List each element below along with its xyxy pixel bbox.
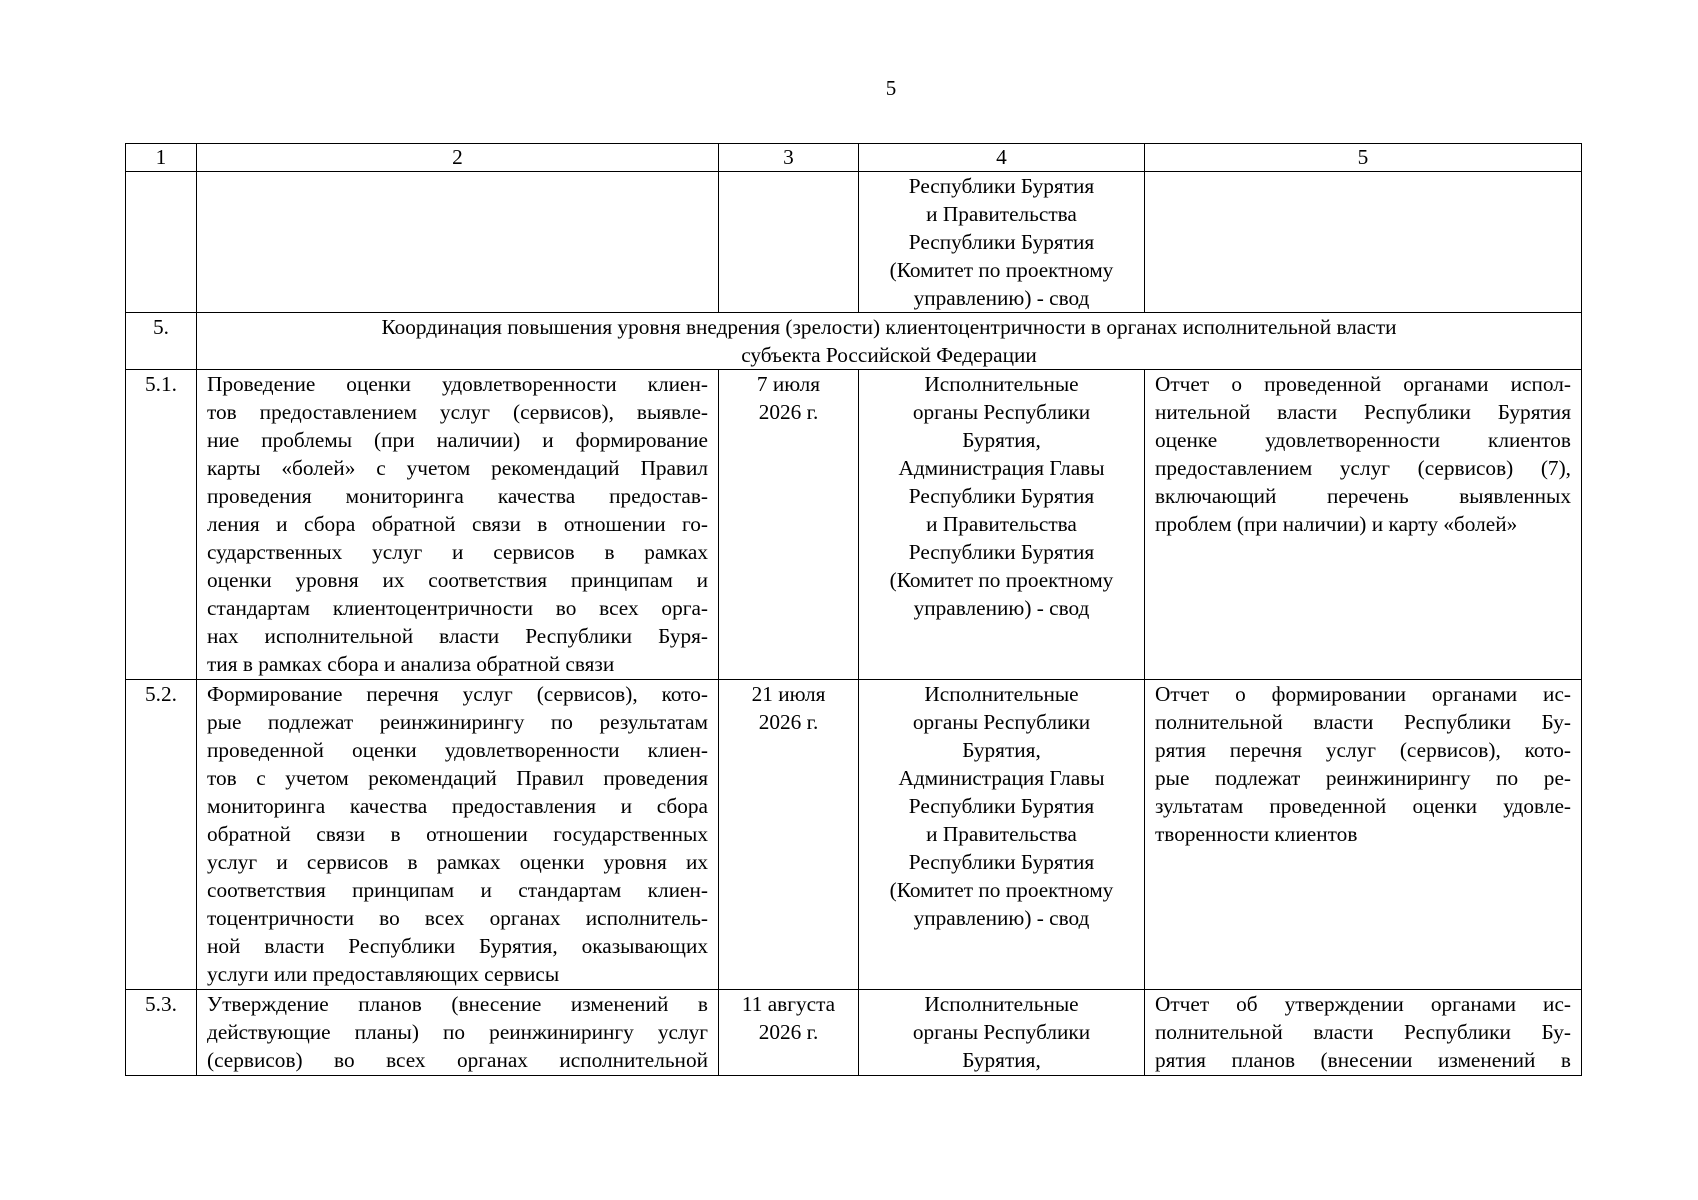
result-line: Отчет об утверждении органами ис-	[1155, 992, 1571, 1016]
executor-line: органы Республики	[912, 710, 1091, 734]
result-line: творенности клиентов	[1155, 822, 1358, 846]
executor-line: Администрация Главы	[898, 456, 1105, 480]
executor-line: и Правительства	[926, 202, 1077, 226]
executor-line: Республики Бурятия	[908, 484, 1095, 508]
activity-line: проведения мониторинга качества предостав-	[207, 484, 708, 508]
activity-line: ления и сбора обратной связи в отношении го-	[207, 512, 708, 536]
deadline-line: 7 июля	[756, 372, 821, 396]
deadline-line: 21 июля	[751, 682, 826, 706]
executor-line: управлению) - свод	[913, 596, 1090, 620]
activity-line: Проведение оценки удовлетворенности клиен-	[207, 372, 708, 396]
column-header-5: 5	[1145, 144, 1582, 172]
table-row	[126, 370, 1582, 680]
result-cell	[1145, 990, 1582, 1076]
activity-line: тов с учетом рекомендаций Правил проведения	[207, 766, 708, 790]
table-row	[126, 990, 1582, 1076]
executor-line: управлению) - свод	[913, 286, 1090, 310]
activity-cell	[197, 680, 719, 990]
activity-line: Утверждение планов (внесение изменений в	[207, 992, 708, 1016]
continued-number-cell	[126, 172, 197, 313]
activity-line: обратной связи в отношении государственных	[207, 822, 708, 846]
deadline-line: 11 августа	[741, 992, 836, 1016]
column-header-2: 2	[197, 144, 719, 172]
result-cell	[1145, 370, 1582, 680]
executor-line: Исполнительные	[924, 992, 1079, 1016]
row-number: 5.2.	[126, 680, 197, 990]
executor-line: Бурятия,	[962, 738, 1041, 762]
activity-line: рые подлежат реинжинирингу по результатам	[207, 710, 708, 734]
section-number: 5.	[126, 313, 197, 370]
column-header-4: 4	[859, 144, 1145, 172]
continued-date-cell	[719, 172, 859, 313]
deadline-line: 2026 г.	[758, 1020, 819, 1044]
activity-line: оценки уровня их соответствия принципам и	[207, 568, 708, 592]
executor-line: Администрация Главы	[898, 766, 1105, 790]
result-line: рятия перечня услуг (сервисов), кото-	[1155, 738, 1571, 762]
column-number-row	[126, 144, 1582, 172]
activity-line: услуг и сервисов в рамках оценки уровня их	[207, 850, 708, 874]
section-title-line: субъекта Российской Федерации	[741, 343, 1037, 367]
section-row	[126, 313, 1582, 370]
activity-cell	[197, 370, 719, 680]
result-line: Отчет о формировании органами ис-	[1155, 682, 1571, 706]
activity-cell	[197, 990, 719, 1076]
executor-line: Республики Бурятия	[908, 174, 1095, 198]
executor-line: и Правительства	[926, 512, 1077, 536]
result-line: нительной власти Республики Бурятия	[1155, 400, 1571, 424]
executor-line: Республики Бурятия	[908, 794, 1095, 818]
executor-line: органы Республики	[912, 1020, 1091, 1044]
section-title-line: Координация повышения уровня внедрения (зрелости) клиентоцентричности в органах исполнительной власти	[381, 315, 1397, 339]
result-line: предоставлением услуг (сервисов) (7),	[1155, 456, 1571, 480]
row-number: 5.3.	[126, 990, 197, 1076]
executor-line: Бурятия,	[962, 1048, 1041, 1072]
table-row	[126, 680, 1582, 990]
executor-line: Республики Бурятия	[908, 230, 1095, 254]
row-number: 5.1.	[126, 370, 197, 680]
activity-line: карты «болей» с учетом рекомендаций Правил	[207, 456, 708, 480]
result-line: оценке удовлетворенности клиентов	[1155, 428, 1571, 452]
executor-line: Исполнительные	[924, 372, 1079, 396]
result-line: полнительной власти Республики Бу-	[1155, 710, 1571, 734]
column-header-3: 3	[719, 144, 859, 172]
executor-line: (Комитет по проектному	[889, 258, 1114, 282]
executor-cell	[859, 680, 1145, 990]
continued-activity-cell	[197, 172, 719, 313]
activity-line: тия в рамках сбора и анализа обратной связи	[207, 652, 615, 676]
activity-line: стандартам клиентоцентричности во всех орга-	[207, 596, 708, 620]
activity-line: ной власти Республики Бурятия, оказывающих	[207, 934, 708, 958]
continued-result-cell	[1145, 172, 1582, 313]
activity-line: нах исполнительной власти Республики Буря-	[207, 624, 708, 648]
result-line: Отчет о проведенной органами испол-	[1155, 372, 1571, 396]
result-line: включающий перечень выявленных	[1155, 484, 1571, 508]
executor-cell	[859, 990, 1145, 1076]
executor-line: Бурятия,	[962, 428, 1041, 452]
executor-line: Исполнительные	[924, 682, 1079, 706]
deadline-cell	[719, 990, 859, 1076]
action-plan-table	[125, 143, 1582, 1076]
deadline-line: 2026 г.	[758, 710, 819, 734]
activity-line: (сервисов) во всех органах исполнительной	[207, 1048, 708, 1072]
deadline-cell	[719, 680, 859, 990]
executor-line: (Комитет по проектному	[889, 878, 1114, 902]
executor-line: (Комитет по проектному	[889, 568, 1114, 592]
result-line: зультатам проведенной оценки удовле-	[1155, 794, 1571, 818]
executor-line: Республики Бурятия	[908, 540, 1095, 564]
result-cell	[1145, 680, 1582, 990]
continued-row	[126, 172, 1582, 313]
activity-line: соответствия принципам и стандартам клиен-	[207, 878, 708, 902]
result-line: полнительной власти Республики Бу-	[1155, 1020, 1571, 1044]
deadline-cell	[719, 370, 859, 680]
activity-line: действующие планы) по реинжинирингу услуг	[207, 1020, 708, 1044]
section-title	[197, 313, 1582, 370]
executor-line: Республики Бурятия	[908, 850, 1095, 874]
executor-line: органы Республики	[912, 400, 1091, 424]
activity-line: сударственных услуг и сервисов в рамках	[207, 540, 708, 564]
continued-executor-cell	[859, 172, 1145, 313]
activity-line: тоцентричности во всех органах исполнитель-	[207, 906, 708, 930]
result-line: рые подлежат реинжинирингу по ре-	[1155, 766, 1571, 790]
result-line: проблем (при наличии) и карту «болей»	[1155, 512, 1518, 536]
activity-line: проведенной оценки удовлетворенности клиен-	[207, 738, 708, 762]
executor-cell	[859, 370, 1145, 680]
executor-line: и Правительства	[926, 822, 1077, 846]
page-number: 5	[885, 76, 897, 100]
activity-line: мониторинга качества предоставления и сбора	[207, 794, 708, 818]
activity-line: Формирование перечня услуг (сервисов), кото-	[207, 682, 708, 706]
column-header-1: 1	[126, 144, 197, 172]
activity-line: тов предоставлением услуг (сервисов), выявле-	[207, 400, 708, 424]
activity-line: ние проблемы (при наличии) и формирование	[207, 428, 708, 452]
result-line: рятия планов (внесении изменений в	[1155, 1048, 1571, 1072]
executor-line: управлению) - свод	[913, 906, 1090, 930]
activity-line: услуги или предоставляющих сервисы	[207, 962, 560, 986]
deadline-line: 2026 г.	[758, 400, 819, 424]
